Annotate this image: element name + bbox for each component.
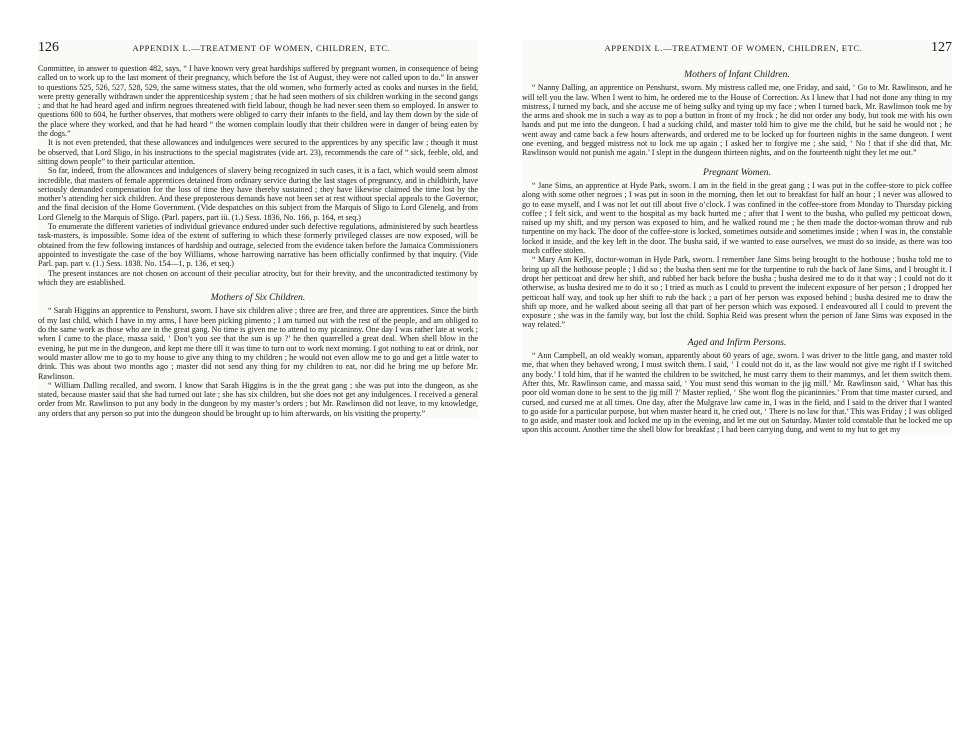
paragraph: To enumerate the different varieties of individual grievance endured under such defective regulations, administered by such heartless task-masters, is impossible. Some idea of the extent of suffering to which these formerly privileged classes are now exposed, will be obtained from the few following instances of hardship and outrage, selected from the evidence taken before the Jamaica Commissioners appointed to investigate the case of the boy Williams, whose harrowing narrative has been officially confirmed by that inquiry. (Vide Parl. pap. part v. (1.) Sess. 1838. No. 154—1, p. 136, et seq.) <box>38 222 478 269</box>
testimony-paragraph: “ Mary Ann Kelly, doctor-woman in Hyde Park, sworn. I remember Jane Sims being brought to the hothouse ; busha told me to bring up all the hothouse people ; I did so ; the busha then sent me for the turpentine to rub the back of Jane Sims, and I brought it. I dropt her petticoat and drew her shift, and rubbed her back before the busha ; busha desired me to do it that way ; I could not do it otherwise, as busha desired me to do it so ; I tried as much as I could to prevent the indecent exposure of her person ; I dropped her petticoat half way, and took up her shift to rub the back ; a part of her person was exposed behind ; busha desired me to draw the shift up more, and he walked about seeing all that part of her person which was exposed. I endeavoured all I could to prevent the exposure ; she was in the family way, but lost the child. Sophia Reid was present when the person of Jane Sims was exposed in the way related.” <box>522 255 952 330</box>
section-heading: Mothers of Six Children. <box>210 292 306 304</box>
testimony-paragraph: “ William Dalling recalled, and sworn. I know that Sarah Higgins is in the the great gang ; she was put into the dungeon, as she stated, because master said that she had turned out late ; she has six children, but she does not get any indulgences. I received a general order from Mr. Rawlinson to put any body in the dungeon by my master’s orders ; but Mr. Rawlinson did not leave, to my knowledge, any orders that any person so put into the dungeon should be brought up to him afterwards, on his visiting the property.” <box>38 380 478 418</box>
right-page-header <box>522 40 952 64</box>
right-running-title: APPENDIX L.—TREATMENT OF WOMEN, CHILDREN, ETC. <box>604 43 863 53</box>
left-page-number: 126 <box>38 40 59 55</box>
right-page-number: 127 <box>931 40 952 55</box>
right-body-text <box>522 70 952 435</box>
testimony-paragraph: “ Jane Sims, an apprentice at Hyde Park, sworn. I am in the field in the great gang ; I was put in the coffee-store to pick coffee along with some other negroes ; I was put in soon in the morning, then let out to breakfast for half an hour ; I never was allowed to go to ease myself, and I was not let out till about five o’clock. I was confined in the coffee-store from Monday to Thursday picking coffee ; I felt sick, and went to the hospital as my back hurted me ; after that I went to the busha, who pulled my petticoat down, raised up my shift, and my person was exposed to him, and he walked round me ; he then made the doctor-woman throw and rub turpentine on my back. The door of the coffee-store is locked, sometimes outside and sometimes inside ; when I was in, the constable locked it inside, and the key left in the door. The busha said, if we wanted to ease ourselves, we must do so inside, as there was too much coffee stolen. <box>522 180 952 256</box>
paragraph: The present instances are not chosen on account of their peculiar atrocity, but for their brevity, and the uncontradicted testimony by which they are established. <box>38 268 478 287</box>
left-page <box>38 40 478 418</box>
testimony-paragraph: “ Nanny Dalling, an apprentice on Penshurst, sworn. My mistress called me, one Friday, and said, ‘ Go to Mr. Rawlinson, and he will tell you the law. When I went to him, he ordered me to the House of Correction. As I knew that I had not done any thing to my mistress, I turned my back, and she accuse me of being sulky and tying up my face ; when I turned back, Mr. Rawlinson took me by the arms and shook me in such a way as to pop a button in front of my frock ; he did not order any body, but took me with his own hands and put me into the dungeon. I had a sucking child, and master told him to give me the child, but he said he would not ; he went away and came back a few hours afterwards, and ordered me to be locked up for fourteen nights in the same dungeon. I went one evening, and begged mistress not to lock me up again ; I asked her to forgive me ; she said, ‘ No ! that if she did that, Mr. Rawlinson would not punish me again.’ I slept in the dungeon thirteen nights, and on the fourteenth night they let me out.” <box>522 83 952 158</box>
testimony-paragraph: “ Ann Campbell, an old weakly woman, apparently about 60 years of age, sworn. I was driver to the little gang, and master told me, that when they behaved wrong, I must switch them. I said, ‘ I could not do it, as the law would not give me right if I switched any body.’ I told him, that if he wanted the children to be switched, he must carry them to their mammys, and let them switch them. After this, Mr. Rawlinson came, and massa said, ‘ You must send this woman to the jig mill.’ Mr. Rawlinson said, ‘ What has this poor old woman done to be sent to the jig mill ?’ Master replied, ‘ She wont flog the picaninnies.’ From that time master cursed, and cursed, and cursed me at all times. One day, after the Mulgrave law came in, I was in the field, and I said to the driver that I wanted to go aside for a particular purpose, but when master heard it, he cried out, ‘ There is no law for that.’ This was Friday ; I was obliged to go aside, and master took and locked me up in the evening, and let me out on Saturday. Master told constable that he locked me up upon this account. Another time the shell blow for breakfast ; I had been carrying dung, and went to my hut to get my <box>522 351 952 435</box>
right-page <box>522 40 952 435</box>
paragraph: It is not even pretended, that these allowances and indulgences were secured to the apprentices by any specific law ; though it must be observed, that Lord Sligo, in his instructions to the special magistrates (vide art. 23), recommends the care of “ sick, feeble, old, and sitting down people” to their particular attention. <box>38 138 478 166</box>
left-page-header <box>38 40 478 64</box>
section-heading: Pregnant Women. <box>702 166 772 178</box>
left-running-title: APPENDIX L.—TREATMENT OF WOMEN, CHILDREN, ETC. <box>132 43 391 53</box>
testimony-paragraph: “ Sarah Higgins an apprentice to Penshurst, sworn. I have six children alive ; three are free, and three are apprentices. Since the birth of my last child, which I have in my arms, I have been picking pimento ; I am turned out with the rest of the people, and am obliged to do the same work as those who are in the great gang. No time is given me to attend to my picaninny. One day I was rather late at work ; when I came to the place, massa said, ‘ Don’t you see that the sun is up ?’ he then quarrelled a great deal. When shell blow in the evening, he put me in the dungeon, and kept me there till it was time to turn out to work next morning. I got nothing to eat or drink, nor would master allow me to go to my house to give any thing to my children ; he would not even allow me to go and get a little water to drink. This was about two months ago ; master did not send any thing for my children to eat, nor did he bring me up before Mr. Rawlinson. <box>38 306 478 381</box>
section-heading: Mothers of Infant Children. <box>684 69 790 80</box>
paragraph: Committee, in answer to question 482, says, “ I have known very great hardships suffered by pregnant women, in consequence of being called on to work up to the last moment of their pregnancy, which before the 1st of August, they were not called upon to do.” In answer to questions 525, 526, 527, 528, 529, the same witness states, that the old women, who formerly acted as cooks and nurses in the field, were pretty generally withdrawn under the apprenticeship system ; that he had seen mothers of six children working in the second gangs ; and that he had heard aged and infirm negroes threatened with field labour, though he had never seen them so employed. In answer to questions 600 to 604, he further observes, that mothers were obliged to carry their infants to the field, and lay them down by the side of the place where they worked, and that he had heard “ the women complain loudly that their children were in danger of being eaten by the dogs.” <box>38 64 478 139</box>
left-body-text <box>38 64 478 418</box>
section-heading: Aged and Infirm Persons. <box>687 336 787 348</box>
paragraph: So far, indeed, from the allowances and indulgences of slavery being recognized in such cases, it is a fact, which would seem almost incredible, that masters of female apprentices detained from ordinary service during the last stages of pregnancy, and in childbirth, have seriously demanded compensation for the loss of time they have thereby sustained ; they have likewise claimed the time lost by the mother’s attending her sick children. And these preposterous demands have not been set at rest without special appeals to the Governor, and the final decision of the Home Government. (Vide despatches on this subject from the Marquis of Sligo to Lord Glenelg, and from Lord Glenelg to the Marquis of Sligo. (Parl. papers, part iii. (1.) Sess. 1836, No. 166, p. 164, et seq.) <box>38 166 478 222</box>
